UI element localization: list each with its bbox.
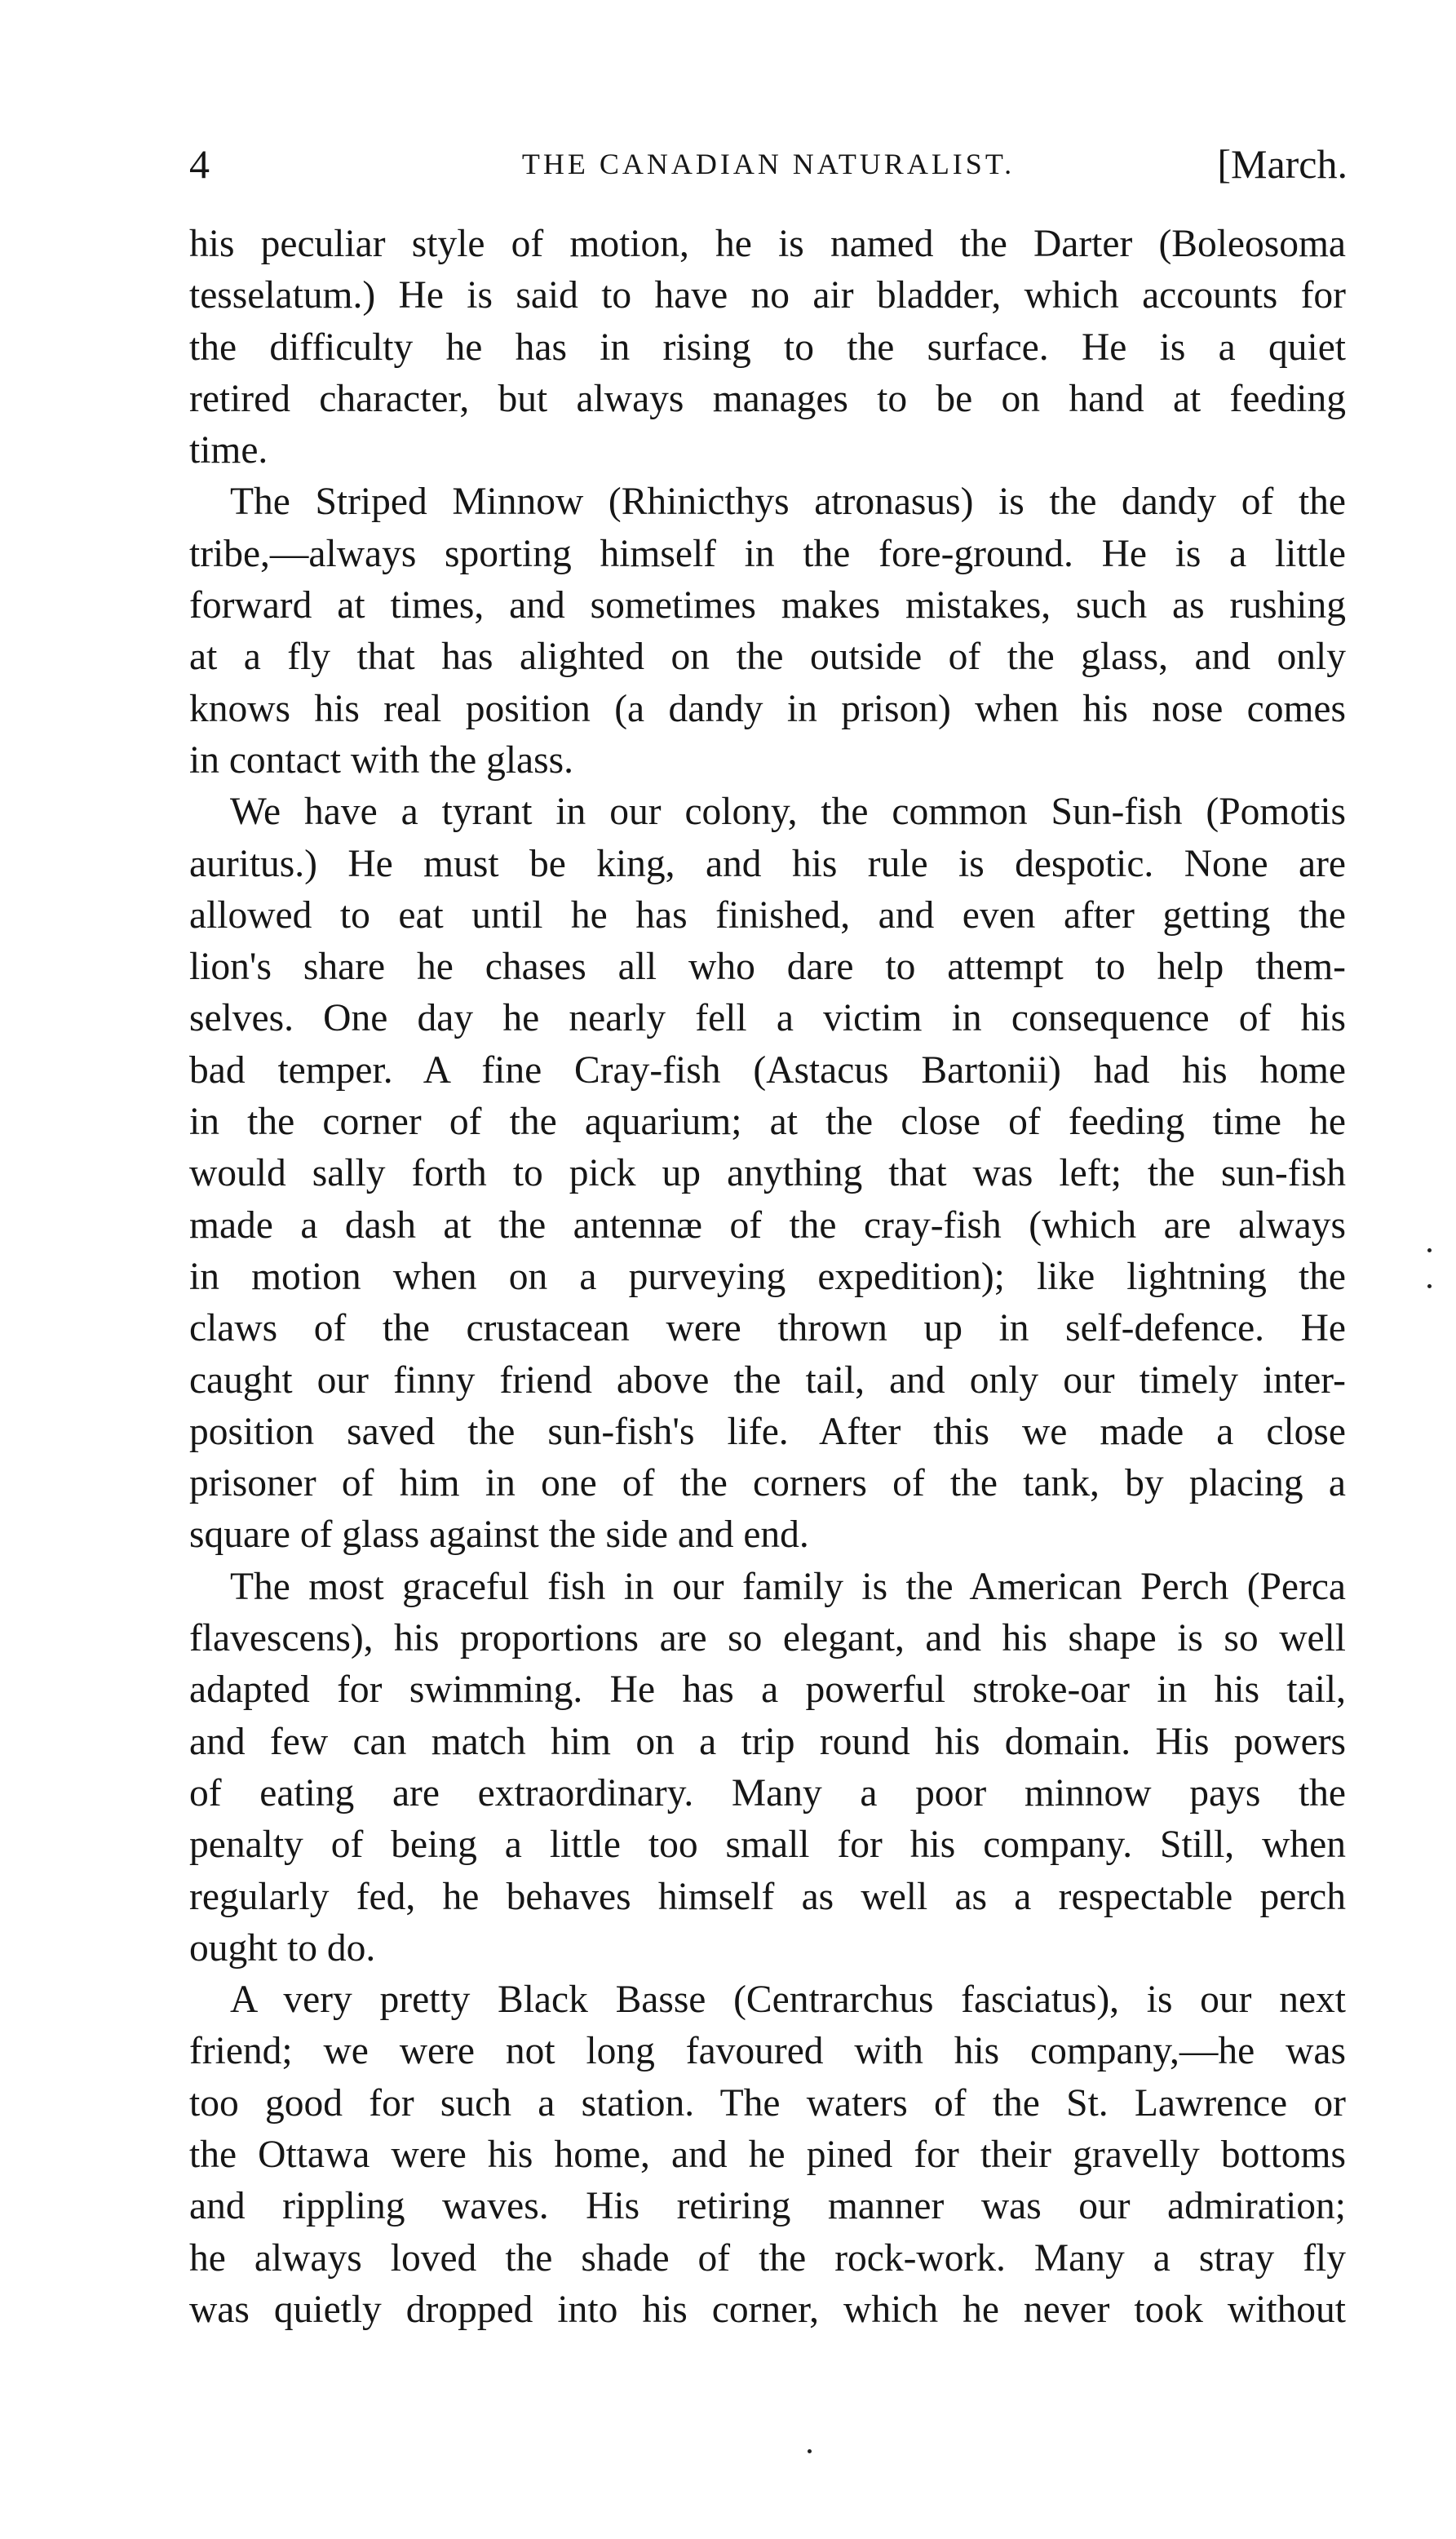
text-line: was quietly dropped into his corner, which he never took without — [189, 2288, 1346, 2331]
text-line: the difficulty he has in rising to the surface. He is a quiet — [189, 326, 1346, 369]
text-line: of eating are extraordinary. Many a poor minnow pays the — [189, 1771, 1346, 1815]
text-line: his peculiar style of motion, he is named the Darter (Boleosoma — [189, 223, 1346, 265]
running-head: THE CANADIAN NATURALIST. — [521, 148, 1016, 180]
text-line: the Ottawa were his home, and he pined for their gravelly bottoms — [189, 2133, 1346, 2176]
text-line: made a dash at the antennæ of the cray-fish (which are always — [189, 1203, 1346, 1247]
text-line: knows his real position (a dandy in prison) when his nose comes — [189, 687, 1346, 730]
text-line: prisoner of him in one of the corners of the tank, by placing a — [189, 1462, 1346, 1505]
text-line: too good for such a station. The waters of the St. Lawrence or — [189, 2081, 1346, 2125]
text-line: claws of the crustacean were thrown up in self-defence. He — [189, 1307, 1346, 1350]
text-line: at a fly that has alighted on the outside of the glass, and only — [189, 636, 1346, 679]
text-line: in the corner of the aquarium; at the close of feeding time he — [189, 1101, 1346, 1144]
text-line: The Striped Minnow (Rhinicthys atronasus) is the dandy of the — [230, 481, 1346, 524]
text-line: tesselatum.) He is said to have no air bladder, which accounts for — [189, 274, 1346, 317]
text-line: The most graceful fish in our family is the American Perch (Perca — [230, 1565, 1346, 1608]
text-line: tribe,—always sporting himself in the fore-ground. He is a little — [189, 532, 1346, 575]
body-text — [189, 219, 1346, 2336]
text-line: A very pretty Black Basse (Centrarchus fasciatus), is our next — [230, 1978, 1346, 2022]
margin-speck — [1427, 1284, 1432, 1288]
text-line: he always loved the shade of the rock-work. Many a stray fly — [189, 2236, 1346, 2280]
text-line: position saved the sun-fish's life. After this we made a close — [189, 1410, 1346, 1453]
text-line: We have a tyrant in our colony, the common Sun-fish (Pomotis — [230, 791, 1346, 834]
text-line: retired character, but always manages to be on hand at feeding — [189, 377, 1346, 420]
text-line: flavescens), his proportions are so elegant, and his shape is so well — [189, 1617, 1346, 1660]
text-line: in contact with the glass. — [189, 738, 573, 782]
text-line: bad temper. A fine Cray-fish (Astacus Bartonii) had his home — [189, 1048, 1346, 1092]
margin-speck — [1427, 1248, 1432, 1252]
margin-speck — [808, 2449, 812, 2453]
text-line: lion's share he chases all who dare to attempt to help them- — [189, 946, 1346, 989]
text-line: would sally forth to pick up anything that was left; the sun-fish — [189, 1152, 1346, 1195]
text-line: time. — [189, 429, 268, 472]
header-date: [March. — [1217, 141, 1348, 187]
text-line: forward at times, and sometimes makes mistakes, such as rushing — [189, 584, 1346, 627]
text-line: allowed to eat until he has finished, and even after getting the — [189, 893, 1346, 937]
text-line: and rippling waves. His retiring manner was our admiration; — [189, 2185, 1346, 2228]
text-line: ought to do. — [189, 1926, 376, 1970]
text-line: caught our finny friend above the tail, and only our timely inter- — [189, 1358, 1346, 1402]
page-header — [189, 140, 1348, 197]
text-line: auritus.) He must be king, and his rule is despotic. None are — [189, 842, 1346, 885]
text-line: square of glass against the side and end. — [189, 1513, 809, 1557]
text-line: friend; we were not long favoured with his company,—he was — [189, 2030, 1346, 2073]
page-number: 4 — [189, 141, 210, 187]
text-line: penalty of being a little too small for his company. Still, when — [189, 1823, 1346, 1867]
text-line: and few can match him on a trip round his domain. His powers — [189, 1720, 1346, 1763]
text-line: adapted for swimming. He has a powerful stroke-oar in his tail, — [189, 1668, 1346, 1712]
text-line: selves. One day he nearly fell a victim in consequence of his — [189, 997, 1346, 1040]
text-line: in motion when on a purveying expedition); like lightning the — [189, 1255, 1346, 1298]
text-line: regularly fed, he behaves himself as well as a respectable perch — [189, 1875, 1346, 1918]
